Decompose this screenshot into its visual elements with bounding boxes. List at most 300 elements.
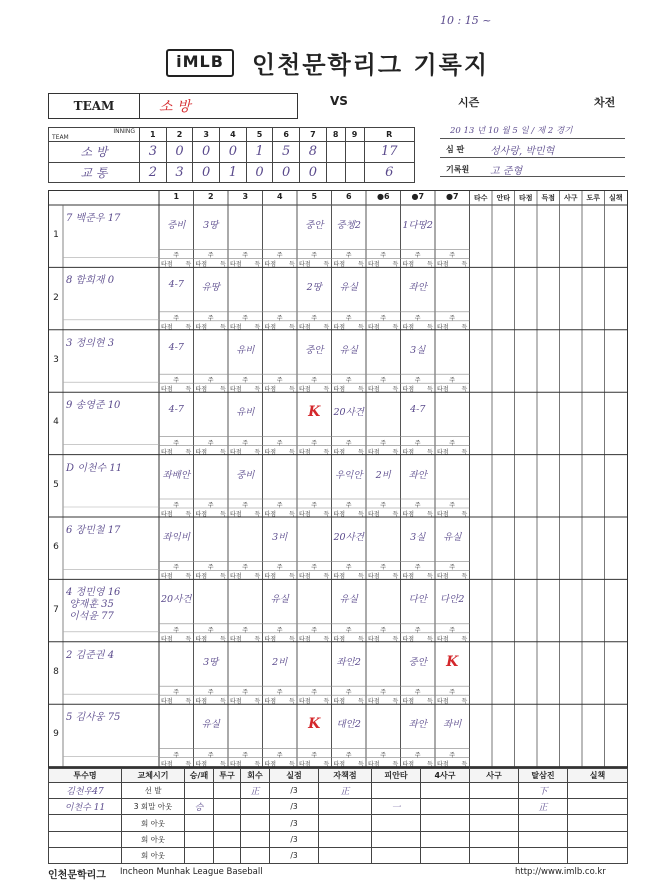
- play-mark: 3비: [272, 532, 288, 543]
- pitching-cell-er: [319, 815, 372, 831]
- game-info: [440, 124, 630, 184]
- hit-label: 득: [185, 698, 192, 706]
- run-label: 주: [242, 252, 249, 260]
- player-name: 7 백준우 17: [66, 213, 121, 224]
- score-cell: [326, 162, 345, 182]
- run-label: 주: [173, 751, 180, 759]
- run-label: 주: [173, 377, 180, 385]
- hit-label: 득: [185, 261, 192, 269]
- play-mark: 2비: [375, 469, 391, 481]
- pitching-cell-innings: [241, 815, 270, 831]
- player-name: 9 송영준 10: [66, 400, 121, 412]
- hit-label: 득: [392, 635, 399, 643]
- play-mark: 중비: [236, 469, 255, 481]
- pitching-cell-walks: [421, 783, 470, 799]
- hit-label: 득: [323, 760, 330, 768]
- rbi-label: 타점: [195, 261, 208, 269]
- pitching-cell-k: 下: [519, 783, 568, 799]
- play-mark: 2비: [272, 656, 288, 668]
- run-label: 주: [173, 252, 180, 260]
- team-name: 소 방: [49, 142, 140, 162]
- rbi-label: 타점: [230, 448, 242, 456]
- inning-header: 2: [166, 128, 193, 142]
- run-label: 주: [311, 439, 318, 447]
- pitching-cell-runs: /3: [270, 847, 319, 863]
- hit-label: 득: [427, 386, 433, 394]
- pitching-header: 투수명: [49, 769, 122, 783]
- footer-url[interactable]: http://www.imlb.co.kr: [515, 867, 606, 877]
- rbi-label: 타점: [195, 448, 208, 456]
- score-cell: 0: [246, 162, 273, 182]
- pitching-cell-hbp: [470, 847, 519, 863]
- hit-label: 득: [323, 573, 330, 581]
- rbi-label: 타점: [230, 511, 242, 518]
- rbi-label: 타점: [402, 511, 415, 518]
- pitching-cell-err: [568, 815, 628, 831]
- run-label: 주: [173, 689, 180, 697]
- run-label: 주: [414, 626, 421, 634]
- pitching-cell-hbp: [470, 831, 519, 847]
- pitching-cell-err: [568, 847, 628, 863]
- hit-label: 득: [358, 760, 364, 768]
- play-mark: 좌익비: [162, 532, 191, 543]
- hit-label: 득: [220, 573, 226, 581]
- hit-label: 득: [427, 261, 433, 269]
- hit-label: 득: [427, 635, 433, 643]
- recorder-label: 기록원: [446, 165, 470, 174]
- team-box: [48, 93, 298, 119]
- rbi-label: 타점: [230, 698, 242, 706]
- pitching-header: 탈삼진: [519, 769, 568, 783]
- hit-label: 득: [392, 698, 399, 706]
- run-label: 주: [449, 377, 456, 385]
- hit-label: 득: [289, 698, 295, 706]
- score-cell: 0: [193, 162, 220, 182]
- pitching-cell-name: [49, 815, 122, 831]
- play-mark: 좌비: [443, 719, 462, 731]
- pitching-cell-name: [49, 831, 122, 847]
- umpire-label: 심 판: [446, 145, 465, 154]
- rbi-label: 타점: [368, 573, 380, 581]
- run-label: 주: [380, 252, 387, 260]
- play-mark: 유실: [339, 282, 358, 294]
- hit-label: 득: [323, 386, 330, 394]
- rbi-label: 타점: [333, 323, 346, 331]
- run-label: 주: [207, 751, 214, 759]
- hit-label: 득: [461, 511, 468, 518]
- rbi-label: 타점: [195, 760, 208, 768]
- play-mark: 2땅: [306, 282, 322, 294]
- rbi-label: 타점: [161, 448, 173, 456]
- player-name: 2 김준권 4: [66, 649, 115, 661]
- run-label: 주: [276, 626, 283, 634]
- hit-label: 득: [392, 261, 399, 269]
- run-label: 주: [276, 689, 283, 697]
- inning-col-header: 5: [311, 192, 318, 201]
- rbi-label: 타점: [161, 261, 173, 269]
- pitching-header: 교체시기: [122, 769, 185, 783]
- pitching-header: 4사구: [421, 769, 470, 783]
- run-label: 주: [207, 439, 214, 447]
- inning-col-header: 6: [345, 192, 352, 201]
- pitching-cell-pitches: [214, 831, 241, 847]
- team-label: TEAM: [49, 94, 140, 118]
- hit-label: 득: [461, 261, 468, 269]
- rbi-label: 타점: [368, 323, 380, 331]
- hit-label: 득: [254, 323, 261, 331]
- inning-col-header: 1: [173, 192, 180, 201]
- run-label: 주: [414, 314, 421, 322]
- stat-col-header: 사구: [563, 194, 578, 202]
- play-mark: 20사건: [333, 532, 364, 543]
- player-name: 8 함희재 0: [66, 275, 115, 287]
- pitching-cell-timing: 회 아웃: [122, 831, 185, 847]
- vs-label: VS: [330, 94, 348, 108]
- hit-label: 득: [323, 448, 330, 456]
- run-label: 주: [311, 689, 318, 697]
- rbi-label: 타점: [195, 635, 208, 643]
- hit-label: 득: [289, 573, 295, 581]
- run-label: 주: [242, 439, 249, 447]
- pitching-header: 사구: [470, 769, 519, 783]
- pitching-cell-pitches: [214, 815, 241, 831]
- play-mark: 좌안2: [336, 656, 361, 668]
- inning-col-header: ●6: [376, 192, 390, 201]
- rbi-label: 타점: [333, 573, 346, 581]
- run-label: 주: [311, 314, 318, 322]
- rbi-label: 타점: [368, 386, 380, 394]
- run-label: 주: [173, 564, 180, 572]
- pitching-cell-k: [519, 847, 568, 863]
- hit-label: 득: [427, 323, 433, 331]
- stat-col-header: 타수: [473, 194, 488, 202]
- pitching-cell-runs: /3: [270, 783, 319, 799]
- hit-label: 득: [254, 386, 261, 394]
- pitching-cell-runs: /3: [270, 831, 319, 847]
- pitching-cell-walks: [421, 815, 470, 831]
- team-name: 교 통: [49, 162, 140, 182]
- player-sub-name: 이석윤 77: [69, 611, 114, 623]
- rbi-label: 타점: [230, 635, 242, 643]
- hit-label: 득: [185, 760, 192, 768]
- pitching-cell-innings: 正: [241, 783, 270, 799]
- run-label: 주: [276, 377, 283, 385]
- hit-label: 득: [392, 386, 399, 394]
- score-corner: INNING TEAM: [49, 128, 140, 142]
- play-mark: 좌안: [408, 282, 427, 294]
- footer-org-en: Incheon Munhak League Baseball: [120, 867, 263, 877]
- pitching-cell-timing: 회 아웃: [122, 815, 185, 831]
- pitching-cell-k: [519, 831, 568, 847]
- hit-label: 득: [185, 323, 192, 331]
- rbi-label: 타점: [368, 448, 380, 456]
- rbi-label: 타점: [437, 698, 449, 706]
- rbi-label: 타점: [161, 635, 173, 643]
- run-label: 주: [242, 377, 249, 385]
- run-label: 주: [414, 252, 421, 260]
- play-mark: 좌안: [408, 719, 427, 731]
- footer-org: 인천문학리그: [48, 870, 106, 881]
- run-label: 주: [173, 314, 180, 322]
- score-cell: 2: [140, 162, 167, 182]
- score-cell: 0: [220, 142, 247, 162]
- rbi-label: 타점: [195, 386, 208, 394]
- rbi-label: 타점: [195, 511, 208, 518]
- hit-label: 득: [427, 698, 433, 706]
- play-mark: 3땅: [203, 220, 219, 231]
- round-label: 차전: [594, 96, 616, 109]
- pitching-header: 실점: [270, 769, 319, 783]
- score-cell: 1: [220, 162, 247, 182]
- rbi-label: 타점: [230, 760, 242, 768]
- run-label: 주: [449, 252, 456, 260]
- rbi-label: 타점: [264, 448, 277, 456]
- score-cell: [345, 142, 364, 162]
- team-value: 소 방: [159, 99, 191, 115]
- hit-label: 득: [392, 760, 399, 768]
- hit-label: 득: [220, 323, 226, 331]
- stat-col-header: 안타: [496, 194, 511, 202]
- play-mark: K: [308, 404, 321, 421]
- hit-label: 득: [461, 573, 468, 581]
- play-mark: 우익안: [334, 469, 363, 481]
- play-mark: 4-7: [168, 341, 184, 353]
- rbi-label: 타점: [333, 261, 346, 269]
- pitching-cell-err: [568, 783, 628, 799]
- batting-order: 7: [53, 604, 59, 615]
- hit-label: 득: [289, 448, 295, 456]
- play-mark: 증비: [167, 220, 186, 231]
- play-mark: 중안: [408, 656, 427, 668]
- pitching-header: 자책점: [319, 769, 372, 783]
- run-label: 주: [173, 626, 180, 634]
- play-mark: 20사건: [333, 407, 364, 419]
- rbi-label: 타점: [333, 448, 346, 456]
- pitching-row: [49, 783, 628, 799]
- run-label: 주: [276, 564, 283, 572]
- run-label: 주: [207, 314, 214, 322]
- recorder-value: 고 준형: [490, 166, 523, 177]
- rbi-label: 타점: [264, 635, 277, 643]
- pitching-cell-k: [519, 815, 568, 831]
- run-label: 주: [380, 439, 387, 447]
- pitching-cell-err: [568, 799, 628, 815]
- pitching-cell-wl: [185, 815, 214, 831]
- score-cell: 3: [166, 162, 193, 182]
- hit-label: 득: [185, 511, 192, 518]
- pitching-cell-er: [319, 799, 372, 815]
- score-cell: [326, 142, 345, 162]
- pitching-cell-wl: [185, 831, 214, 847]
- pitching-cell-innings: [241, 831, 270, 847]
- batting-order: 6: [53, 542, 59, 553]
- rbi-label: 타점: [264, 511, 277, 518]
- imlb-logo: iMLB: [166, 49, 234, 77]
- run-label: 주: [345, 377, 352, 385]
- score-cell: [345, 162, 364, 182]
- run-label: 주: [414, 439, 421, 447]
- stat-col-header: 도루: [586, 194, 601, 202]
- play-mark: 중쳉2: [336, 220, 361, 231]
- rbi-label: 타점: [299, 760, 311, 768]
- inning-col-header: 4: [276, 192, 283, 201]
- pitching-cell-runs: /3: [270, 799, 319, 815]
- umpire-value: 성사랑, 박민혁: [490, 146, 555, 157]
- pitching-cell-timing: 회 아웃: [122, 847, 185, 863]
- pitching-cell-pitches: [214, 847, 241, 863]
- stat-col-header: 실책: [608, 194, 623, 202]
- run-label: 주: [345, 564, 352, 572]
- run-label: 주: [345, 439, 352, 447]
- run-label: 주: [242, 626, 249, 634]
- rbi-label: 타점: [402, 386, 415, 394]
- run-label: 주: [345, 314, 352, 322]
- rbi-label: 타점: [437, 760, 449, 768]
- play-mark: 4-7: [168, 279, 184, 291]
- score-cell: 0: [193, 142, 220, 162]
- inning-header: R: [364, 128, 414, 142]
- rbi-label: 타점: [161, 760, 173, 768]
- rbi-label: 타점: [195, 698, 208, 706]
- rbi-label: 타점: [368, 635, 380, 643]
- pitching-cell-k: 正: [519, 799, 568, 815]
- run-label: 주: [311, 564, 318, 572]
- hit-label: 득: [358, 323, 364, 331]
- pitching-row: [49, 831, 628, 847]
- run-label: 주: [380, 377, 387, 385]
- hit-label: 득: [254, 698, 261, 706]
- pitching-cell-timing: 3 회말 아웃: [122, 799, 185, 815]
- run-label: 주: [449, 502, 456, 509]
- pitching-cell-er: [319, 847, 372, 863]
- hit-label: 득: [254, 511, 261, 518]
- pitching-cell-hbp: [470, 799, 519, 815]
- rbi-label: 타점: [230, 573, 242, 581]
- rbi-label: 타점: [264, 261, 277, 269]
- pitching-row: [49, 847, 628, 863]
- score-cell: 1: [246, 142, 273, 162]
- hit-label: 득: [461, 448, 468, 456]
- player-name: 4 정민영 16: [66, 587, 121, 599]
- run-label: 주: [207, 502, 214, 509]
- hit-label: 득: [289, 261, 295, 269]
- pitching-cell-hits: [372, 815, 421, 831]
- inning-header: 3: [193, 128, 220, 142]
- play-mark: 유실: [339, 594, 358, 606]
- pitching-cell-wl: 승: [185, 799, 214, 815]
- run-label: 주: [345, 689, 352, 697]
- play-mark: 유실: [443, 532, 462, 543]
- player-name: D 이천수 11: [66, 462, 123, 474]
- batting-order: 5: [53, 479, 59, 490]
- play-mark: 20사건: [161, 594, 192, 606]
- pitching-header: 피안타: [372, 769, 421, 783]
- rbi-label: 타점: [437, 261, 449, 269]
- pitching-cell-walks: [421, 799, 470, 815]
- rbi-label: 타점: [402, 323, 415, 331]
- pitching-row: [49, 799, 628, 815]
- pitching-cell-runs: /3: [270, 815, 319, 831]
- hit-label: 득: [254, 573, 261, 581]
- hit-label: 득: [461, 323, 468, 331]
- run-label: 주: [414, 377, 421, 385]
- score-row-away: [49, 162, 415, 182]
- rbi-label: 타점: [333, 698, 346, 706]
- hit-label: 득: [220, 448, 226, 456]
- hit-label: 득: [392, 573, 399, 581]
- hit-label: 득: [323, 511, 330, 518]
- score-cell: 8: [300, 142, 327, 162]
- player-sub-name: 양재훈 35: [69, 599, 114, 611]
- hit-label: 득: [185, 386, 192, 394]
- hit-label: 득: [185, 573, 192, 581]
- run-label: 주: [449, 314, 456, 322]
- rbi-label: 타점: [437, 635, 449, 643]
- run-label: 주: [242, 502, 249, 509]
- run-label: 주: [311, 377, 318, 385]
- pitching-header: 투구: [214, 769, 241, 783]
- rbi-label: 타점: [195, 573, 208, 581]
- pitching-header: 회수: [241, 769, 270, 783]
- rbi-label: 타점: [299, 635, 311, 643]
- run-label: 주: [449, 751, 456, 759]
- rbi-label: 타점: [437, 323, 449, 331]
- hit-label: 득: [289, 635, 295, 643]
- hit-label: 득: [392, 511, 399, 518]
- run-label: 주: [449, 439, 456, 447]
- run-label: 주: [380, 626, 387, 634]
- batting-order: 8: [53, 667, 59, 677]
- hit-label: 득: [358, 261, 364, 269]
- rbi-label: 타점: [161, 323, 173, 331]
- rbi-label: 타점: [437, 448, 449, 456]
- run-label: 주: [345, 502, 352, 509]
- stat-col-header: 득점: [541, 194, 556, 202]
- pitching-cell-pitches: [214, 799, 241, 815]
- rbi-label: 타점: [299, 511, 311, 518]
- inning-header: 9: [345, 128, 364, 142]
- hit-label: 득: [220, 760, 226, 768]
- rbi-label: 타점: [230, 386, 242, 394]
- play-mark: 1다땅2: [402, 220, 433, 231]
- run-label: 주: [207, 626, 214, 634]
- run-label: 주: [414, 502, 421, 509]
- rbi-label: 타점: [299, 698, 311, 706]
- hit-label: 득: [323, 698, 330, 706]
- hit-label: 득: [358, 635, 364, 643]
- hit-label: 득: [220, 261, 226, 269]
- rbi-label: 타점: [264, 323, 277, 331]
- rbi-label: 타점: [437, 511, 449, 518]
- hit-label: 득: [427, 511, 433, 518]
- rbi-label: 타점: [161, 573, 173, 581]
- pitching-table: [48, 768, 628, 864]
- hit-label: 득: [461, 698, 468, 706]
- hit-label: 득: [461, 386, 468, 394]
- score-row-home: [49, 142, 415, 162]
- hit-label: 득: [323, 323, 330, 331]
- play-mark: 유비: [236, 407, 255, 419]
- play-mark: 대안2: [336, 719, 361, 731]
- hit-label: 득: [289, 760, 295, 768]
- run-label: 주: [173, 502, 180, 509]
- hit-label: 득: [461, 635, 468, 643]
- play-mark: 4-7: [168, 404, 184, 416]
- run-label: 주: [242, 564, 249, 572]
- pitching-cell-er: [319, 831, 372, 847]
- time-note: 10 : 15 ~: [440, 14, 492, 27]
- hit-label: 득: [427, 760, 433, 768]
